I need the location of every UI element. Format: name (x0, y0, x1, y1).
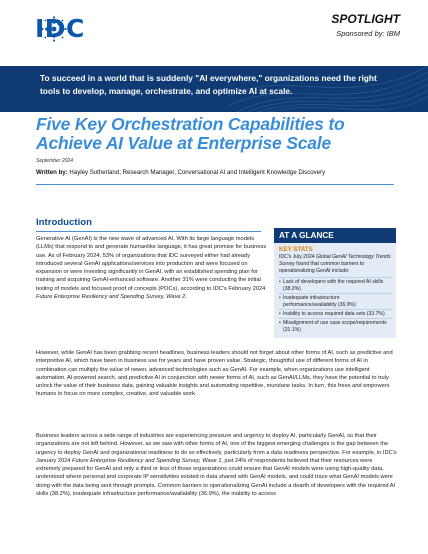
summary-banner (0, 66, 428, 112)
list-item: • Misalignment of use case scope/requirements (31.1%) (279, 318, 392, 334)
publish-date: September 2024 (36, 158, 73, 164)
paragraph-3 (36, 432, 398, 498)
paragraph-3-text-b: just 24% of respondents believed that their resources were extremely prepared for GenAI and only a third or less of those organizations could ensure that GenAI models were using high-quality data, understood where personal and corporate IP sensitivities existed in data shared with GenAI models, and could trace what GenAI models were doing with the data being sent through prompts. Common barriers to operationalizing GenAI include a dearth of developers with the required AI skills (38.2%), inadequate infrastructure performance/availability (36.9%), the inability to access (36, 457, 396, 497)
paragraph-2: However, while GenAI has been grabbing recent headlines, business leaders should not forget about other forms of AI, such as predictive and interpretive AI, which have been in business use for years and have proven value. Strategic, thoughtful use of different forms of AI in combination can multiply the value of newer, advanced technologies such as GenAI. For example, when organizations use intelligent automation, AI-powered search, and predictive AI in conjunction with newer forms of AI, such as GenAI/LLMs, they have the potential to truly unlock the value of their business data, gaining valuable insights and automating repetitive, mundane tasks. In turn, this frees and empowers humans to focus on more complex, creative, and valuable work. (36, 350, 393, 398)
paragraph-1-text: Generative AI (GenAI) is the new wave of advanced AI. With its large language models (LLMs) that respond to and generate humanlike language, it has great promise for business use. As of February 2024, 53% of organizations that IDC surveyed either had already introduced several GenAI applications/services into production and were focused on expansion or were investing significantly in GenAI, with an established spending plan for training and acquiring GenAI-enhanced software. Another 31% were conducting the initial testing of models and focused proof of concepts (POCs), according to IDC's February 2024 (36, 236, 267, 292)
logo-wordmark: IDC (35, 14, 85, 43)
section-divider (36, 231, 261, 232)
key-stats-intro-a: IDC's July 2024 (279, 254, 316, 260)
section-heading-introduction: Introduction (36, 217, 92, 228)
key-stats-survey-name: Global GenAI Technology Trends Survey (279, 254, 391, 268)
banner-text: To succeed in a world that is suddenly "AI everywhere," organizations need the right tools to develop, manage, orchestrate, and optimize AI at scale. (40, 73, 377, 96)
at-a-glance-heading: AT A GLANCE (274, 228, 396, 243)
at-a-glance-box (274, 228, 396, 338)
key-stats-label: KEY STATS (279, 246, 313, 253)
paragraph-3-text-a: Business leaders across a wide range of industries are experiencing pressure and urgency to deploy AI, particularly GenAI, so that their organizations are not left behind. However, as we saw with other forms of AI, one of the biggest emerging challenges is the gap between the urgency to deploy GenAI and organizational readiness to do so effectively, particularly from a data readiness perspective. For example, in IDC's January 2024 (36, 433, 397, 464)
paragraph-1 (36, 235, 268, 301)
key-stats-intro-b: found that common barriers to operationalizing GenAI include: (279, 261, 365, 275)
paragraph-3-citation: Future Enterprise Resiliency and Spending Survey, Wave 1, (72, 457, 223, 464)
paragraph-1-citation: Future Enterprise Resiliency and Spending Survey, Wave 2. (36, 293, 187, 300)
author-label: Written by: (36, 169, 68, 176)
key-stats-intro (279, 254, 392, 276)
key-stats-list (279, 277, 392, 335)
page-title: Five Key Orchestration Capabilities to Achieve AI Value at Enterprise Scale (36, 114, 345, 153)
author-text: Hayley Sutherland, Research Manager, Conversational AI and Intelligent Knowledge Discovery (67, 169, 326, 176)
author-line (36, 169, 325, 176)
list-item: • Inadequate infrastructure performance/availability (36.9%) (279, 293, 392, 309)
list-item: • Inability to access required data sets (33.7%) (279, 309, 392, 318)
title-divider (36, 184, 394, 185)
list-item: • Lack of developers with the required AI skills (38.2%) (279, 277, 392, 293)
spotlight-label: SPOTLIGHT (331, 12, 400, 26)
sponsor-label: Sponsored by: IBM (336, 29, 400, 38)
